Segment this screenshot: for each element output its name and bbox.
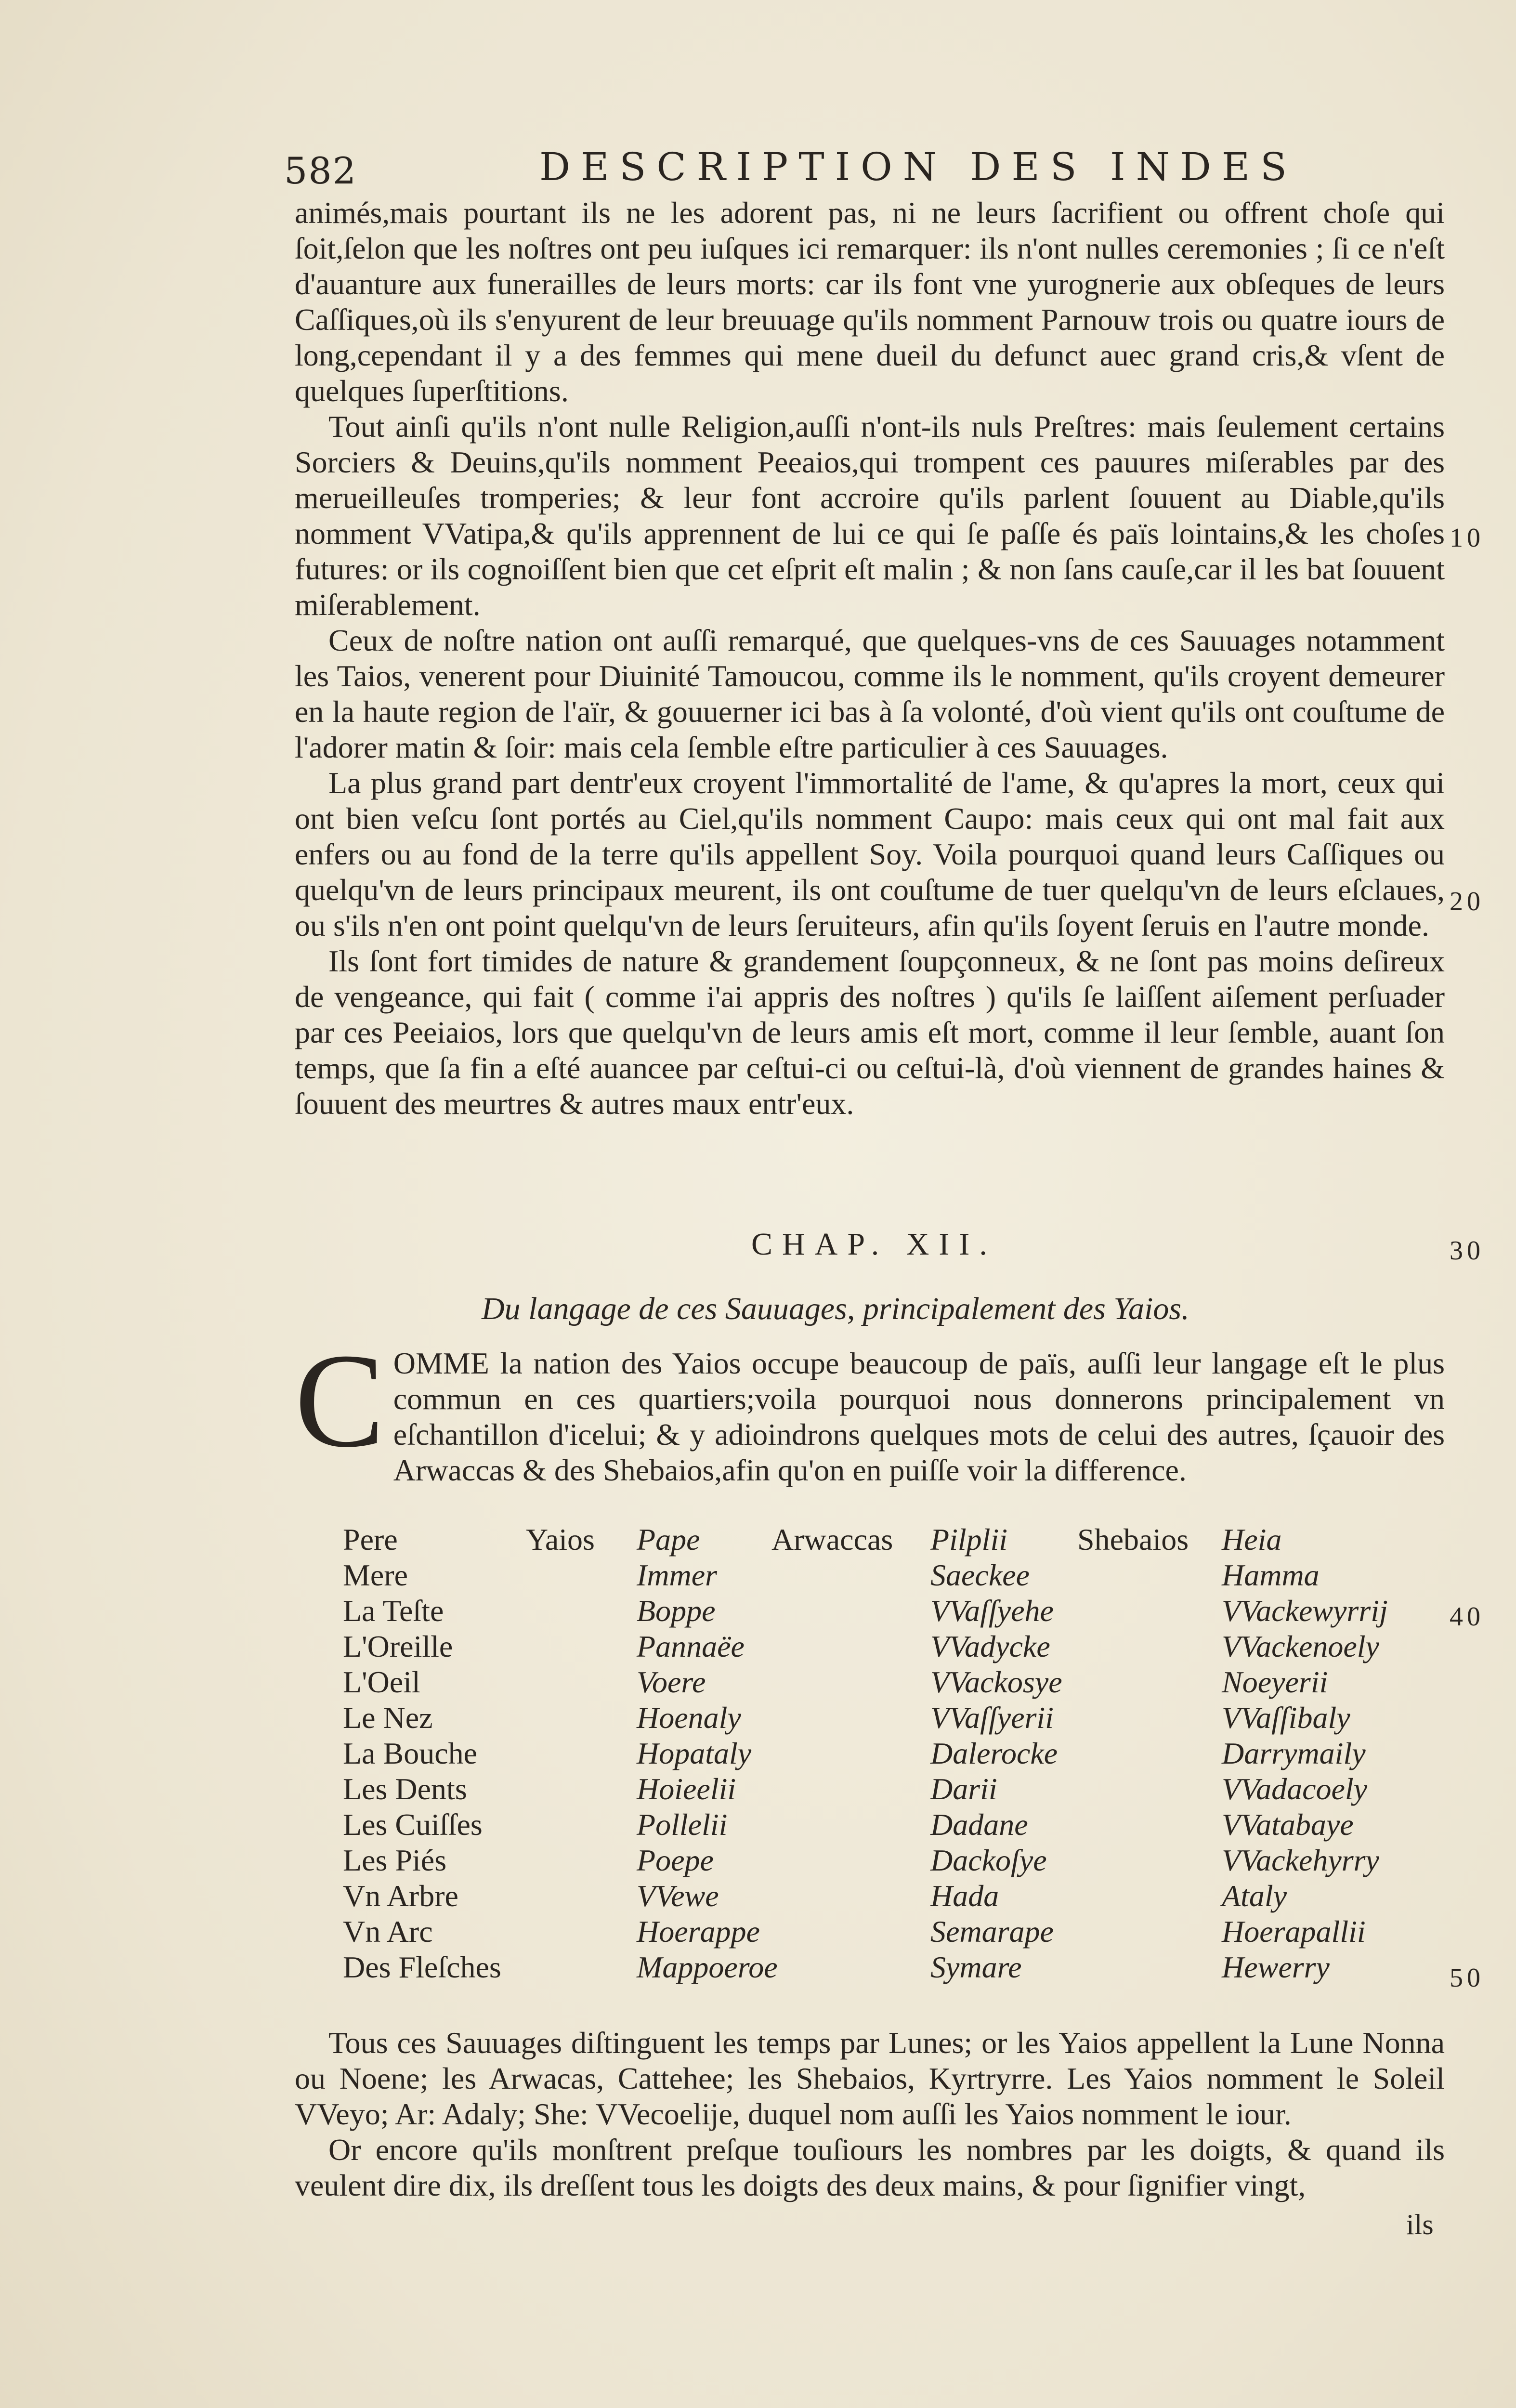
margin-line-number: 10: [1450, 523, 1484, 553]
margin-line-number: 30: [1450, 1236, 1484, 1266]
column-arwaccas: [930, 1522, 1062, 1985]
page-header: [284, 144, 1469, 197]
chapter-heading: CHAP. XII.: [751, 1227, 997, 1262]
vocabulary-table: [343, 1522, 1451, 1999]
vocab-word-french: Les Dents: [343, 1772, 467, 1806]
vocab-word-shebaios: Hamma: [1222, 1558, 1320, 1592]
paragraph: animés,mais pourtant ils ne les adorent pas, ni ne leurs ſacrifient ou offrent choſe qui ſoit,ſelon que les noſtres ont peu iuſques ici remarquer: ils n'ont nulles ceremonies ; ſi ce n'eſt d'auanture aux funerailles de leurs morts: car ils font vne yurognerie aux obſeques de leurs Caſſiques,où ils s'enyurent de leur breuuage qu'ils nomment Parnouw trois ou quatre iours de long,cependant il y a des femmes qui mene dueil du defunct auec grand cris,& vſent de quelques ſuperſtitions.: [295, 196, 1445, 408]
vocab-word-french: Vn Arbre: [343, 1879, 458, 1913]
vocab-word-french: Les Piés: [343, 1843, 447, 1877]
vocab-word-arwaccas: Hada: [930, 1879, 999, 1913]
vocab-word-yaios: Pollelii: [637, 1807, 728, 1842]
paragraph: Or encore qu'ils monſtrent preſque touſiours les nombres par les doigts, & quand ils veulent dire dix, ils dreſſent tous les doigts des deux mains, & pour ſignifier vingt,: [295, 2133, 1445, 2202]
vocab-word-yaios: Poepe: [637, 1843, 714, 1877]
vocab-word-arwaccas: Dalerocke: [930, 1736, 1058, 1770]
vocab-word-french: La Teſte: [343, 1594, 444, 1628]
vocab-word-french: Mere: [343, 1558, 408, 1592]
paragraph: Tous ces Sauuages diſtinguent les temps par Lunes; or les Yaios appellent la Lune Nonna ou Noene; les Arwacas, Cattehee; les Shebaios, Kyrtryrre. Les Yaios nomment le Soleil VVeyo; Ar: Adaly; She: VVecoelije, duquel nom auſſi les Yaios nomment le iour.: [295, 2026, 1445, 2131]
vocab-word-french: Pere: [343, 1522, 398, 1557]
vocab-word-arwaccas: VVaſſyerii: [930, 1701, 1054, 1735]
vocab-word-french: Les Cuiſſes: [343, 1807, 483, 1842]
vocab-word-shebaios: VVatabaye: [1222, 1807, 1354, 1842]
catchword: ils: [1406, 2209, 1434, 2240]
vocab-word-yaios: Boppe: [637, 1594, 716, 1628]
vocab-word-french: Le Nez: [343, 1701, 433, 1735]
chapter-intro: [295, 1325, 1445, 1488]
vocab-word-yaios: Mappoeroe: [637, 1950, 778, 1984]
language-label-arwaccas: Arwaccas: [771, 1522, 893, 1557]
paragraph: La plus grand part dentr'eux croyent l'immortalité de l'ame, & qu'apres la mort, ceux qui ont bien veſcu ſont portés au Ciel,qu'ils nomment Caupo: mais ceux qui ont mal fait aux enfers ou au fond de la terre qu'ils appellent Soy. Voila pourquoi quand leurs Caſſiques ou quelqu'vn de leurs principaux meurent, ils ont couſtume de tuer quelqu'vn de leurs eſclaues, ou s'ils n'en ont point quelqu'vn de leurs ſeruiteurs, afin qu'ils ſoyent ſeruis en l'autre monde.: [295, 766, 1445, 942]
vocab-word-yaios: Voere: [637, 1665, 706, 1699]
vocab-word-shebaios: Hewerry: [1222, 1950, 1330, 1984]
closing-text: [295, 2025, 1445, 2203]
drop-cap: C: [295, 1325, 385, 1475]
vocab-word-yaios: Immer: [637, 1558, 718, 1592]
vocab-word-french: L'Oeil: [343, 1665, 420, 1699]
margin-line-number: 50: [1450, 1963, 1484, 1993]
column-yaios: [637, 1522, 778, 1985]
vocab-word-arwaccas: Saeckee: [930, 1558, 1030, 1592]
vocab-word-shebaios: VVackewyrrij: [1222, 1594, 1388, 1628]
vocab-word-french: Vn Arc: [343, 1914, 433, 1949]
vocab-word-shebaios: VVackehyrry: [1222, 1843, 1379, 1877]
column-french: [343, 1522, 501, 1985]
vocab-word-arwaccas: Symare: [930, 1950, 1022, 1984]
margin-line-number: 20: [1450, 887, 1484, 916]
language-label-shebaios: Shebaios: [1077, 1522, 1189, 1557]
vocab-word-shebaios: VVackenoely: [1222, 1629, 1379, 1663]
vocab-word-french: Des Fleſches: [343, 1950, 501, 1984]
column-shebaios: [1222, 1522, 1388, 1985]
vocab-word-yaios: VVewe: [637, 1879, 719, 1913]
vocab-word-arwaccas: VVadycke: [930, 1629, 1050, 1663]
language-label-yaios: Yaios: [526, 1522, 595, 1557]
paragraph: Ceux de noſtre nation ont auſſi remarqué, que quelques-vns de ces Sauuages notamment les Taios, venerent pour Diuinité Tamoucou, comme ils le nomment, qu'ils croyent demeurer en la haute region de l'aïr, & gouuerner ici bas à ſa volonté, d'où vient qu'ils ont couſtume de l'adorer matin & ſoir: mais cela ſemble eſtre particulier à ces Sauuages.: [295, 623, 1445, 764]
vocab-word-yaios: Pannaëe: [637, 1629, 745, 1663]
vocab-word-shebaios: Noeyerii: [1222, 1665, 1328, 1699]
vocab-word-yaios: Hoieelii: [637, 1772, 736, 1806]
vocab-word-arwaccas: Darii: [930, 1772, 997, 1806]
vocab-word-yaios: Hoenaly: [637, 1701, 741, 1735]
vocab-word-french: La Bouche: [343, 1736, 477, 1770]
vocab-word-arwaccas: VVackosye: [930, 1665, 1062, 1699]
chapter-intro-text: OMME la nation des Yaios occupe beaucoup de païs, auſſi leur langage eſt le plus commun en ces quartiers;voila pourquoi nous donnerons principalement vn eſchantillon d'icelui; & y adioindrons quelques mots de celui des autres, ſçauoir des Arwaccas & des Shebaios,afin qu'on en puiſſe voir la difference.: [393, 1346, 1445, 1487]
paragraph: Ils ſont fort timides de nature & grandement ſoupçonneux, & ne ſont pas moins deſireux de vengeance, qui fait ( comme i'ai appris des noſtres ) qu'ils ſe laiſſent aiſement perſuader par ces Peeiaios, lors que quelqu'vn de leurs amis eſt mort, comme il leur ſemble, auant ſon temps, que ſa fin a eſté auancee par ceſtui-ci ou ceſtui-là, d'où viennent de grandes haines & ſouuent des meurtres & autres maux entr'eux.: [295, 944, 1445, 1121]
vocab-word-arwaccas: VVaſſyehe: [930, 1594, 1054, 1628]
vocab-word-arwaccas: Pilplii: [930, 1522, 1007, 1557]
vocab-word-shebaios: Darrymaily: [1222, 1736, 1366, 1770]
vocab-word-shebaios: VVadacoely: [1222, 1772, 1368, 1806]
vocab-word-yaios: Hopataly: [637, 1736, 752, 1770]
vocab-word-shebaios: VVaſſibaly: [1222, 1701, 1350, 1735]
running-title: DESCRIPTION DES INDES: [539, 144, 1297, 189]
page-number: 582: [284, 149, 357, 192]
vocab-word-french: L'Oreille: [343, 1629, 453, 1663]
vocab-word-arwaccas: Dackoſye: [930, 1843, 1047, 1877]
vocab-word-yaios: Hoerappe: [637, 1914, 760, 1949]
vocab-word-arwaccas: Dadane: [930, 1807, 1028, 1842]
vocab-word-shebaios: Ataly: [1222, 1879, 1287, 1913]
vocab-word-shebaios: Hoerapallii: [1222, 1914, 1366, 1949]
margin-line-number: 40: [1450, 1602, 1484, 1632]
chapter-subtitle: Du langage de ces Sauuages, principalement des Yaios.: [482, 1291, 1189, 1326]
paragraph: Tout ainſi qu'ils n'ont nulle Religion,auſſi n'ont-ils nuls Preſtres: mais ſeulement certains Sorciers & Deuins,qu'ils nomment Peeaios,qui trompent ces pauures miſerables par des merueilleuſes tromperies; & leur font accroire qu'ils parlent ſouuent au Diable,qu'ils nomment VVatipa,& qu'ils apprennent de lui ce qui ſe paſſe és païs lointains,& les choſes futures: or ils cognoiſſent bien que cet eſprit eſt malin ; & non ſans cauſe,car il les bat ſouuent miſerablement.: [295, 409, 1445, 622]
vocab-word-yaios: Pape: [637, 1522, 700, 1557]
main-text: [295, 195, 1445, 1122]
vocab-word-shebaios: Heia: [1222, 1522, 1282, 1557]
vocab-word-arwaccas: Semarape: [930, 1914, 1054, 1949]
